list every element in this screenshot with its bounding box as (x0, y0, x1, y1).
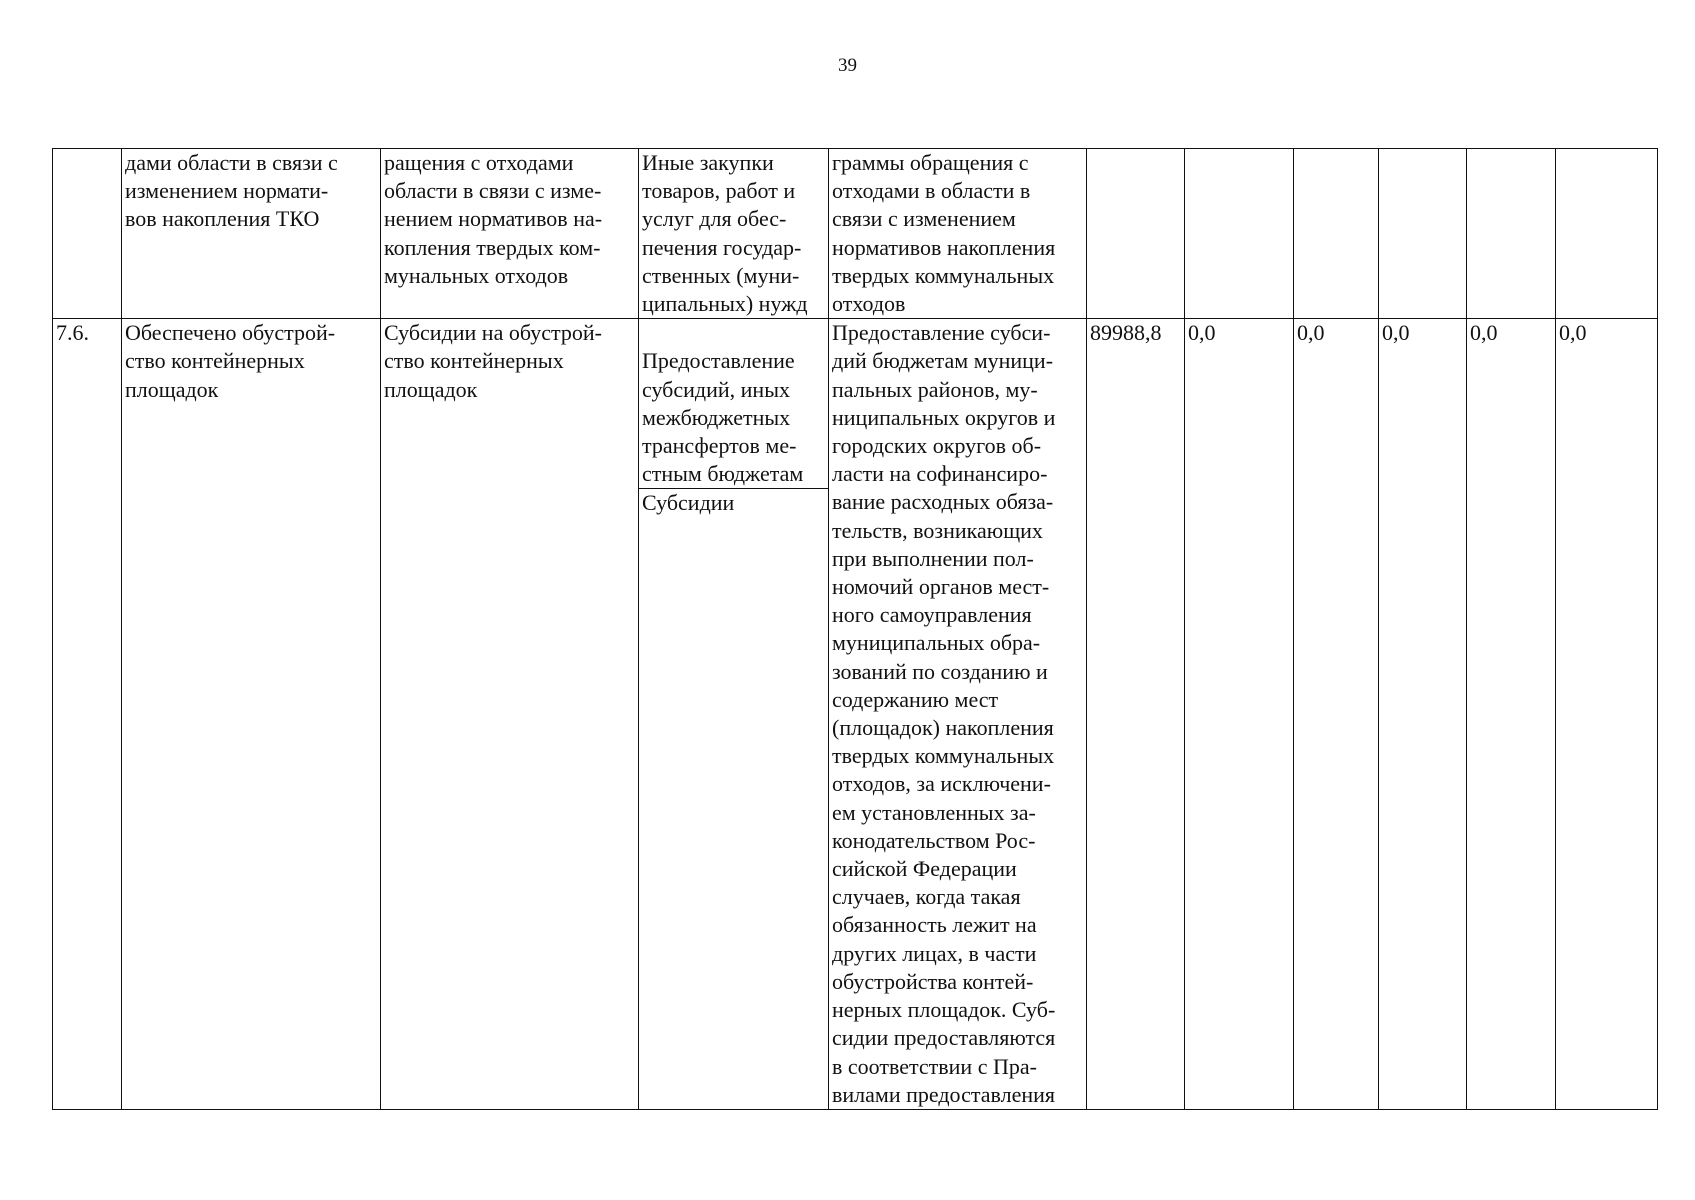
program-measures-table (52, 148, 1658, 1110)
cell-value-5 (1467, 149, 1556, 319)
cell-expense-type (639, 319, 829, 1110)
cell-number: 7.6. (53, 319, 122, 1110)
cell-result: Обеспечено обустрой- ство контейнерных площадок (122, 319, 381, 1110)
page-number: 39 (838, 55, 857, 76)
cell-description: граммы обращения с отходами в области в связи с изменением нормативов накопления твердых коммунальных отходов (829, 149, 1087, 319)
cell-value-1: 89988,8 (1087, 319, 1185, 1110)
cell-value-5: 0,0 (1467, 319, 1556, 1110)
cell-value-2 (1185, 149, 1294, 319)
cell-value-2: 0,0 (1185, 319, 1294, 1110)
cell-event: ращения с отходами области в связи с изме- нением нормативов на- копления твердых ком- мунальных отходов (381, 149, 639, 319)
cell-value-6 (1556, 149, 1658, 319)
cell-value-6: 0,0 (1556, 319, 1658, 1110)
cell-value-4: 0,0 (1379, 319, 1467, 1110)
cell-expense-type: Иные закупки товаров, работ и услуг для обес- печения государ- ственных (муни- ципальных) нужд (639, 149, 829, 319)
cell-result: дами области в связи с изменением нормати- вов накопления ТКО (122, 149, 381, 319)
expense-type-secondary: Субсидии (642, 490, 735, 516)
table-row (53, 149, 1658, 319)
expense-type-primary: Предоставление субсидий, иных межбюджетных трансфертов ме- стным бюджетам (639, 347, 828, 489)
table-row (53, 319, 1658, 1110)
cell-description: Предоставление субси- дий бюджетам муници- пальных районов, му- ниципальных округов и городских округов об- ласти на софинансиро- вание расходных обяза- тельств, возникающих при выполнении пол- номочий органов мест- ного самоуправления муниципальных обра- зований по созданию и содержанию мест (площадок) накопления твердых коммунальных отходов, за исключени- ем установленных за- конодательством Рос- сийской Федерации случаев, когда такая обязанность лежит на других лицах, в части обустройства контей- нерных площадок. Суб- сидии предоставляются в соответствии с Пра- вилами предоставления (829, 319, 1087, 1110)
cell-event: Субсидии на обустрой- ство контейнерных площадок (381, 319, 639, 1110)
cell-number (53, 149, 122, 319)
cell-value-3 (1294, 149, 1379, 319)
cell-value-3: 0,0 (1294, 319, 1379, 1110)
cell-value-1 (1087, 149, 1185, 319)
cell-value-4 (1379, 149, 1467, 319)
